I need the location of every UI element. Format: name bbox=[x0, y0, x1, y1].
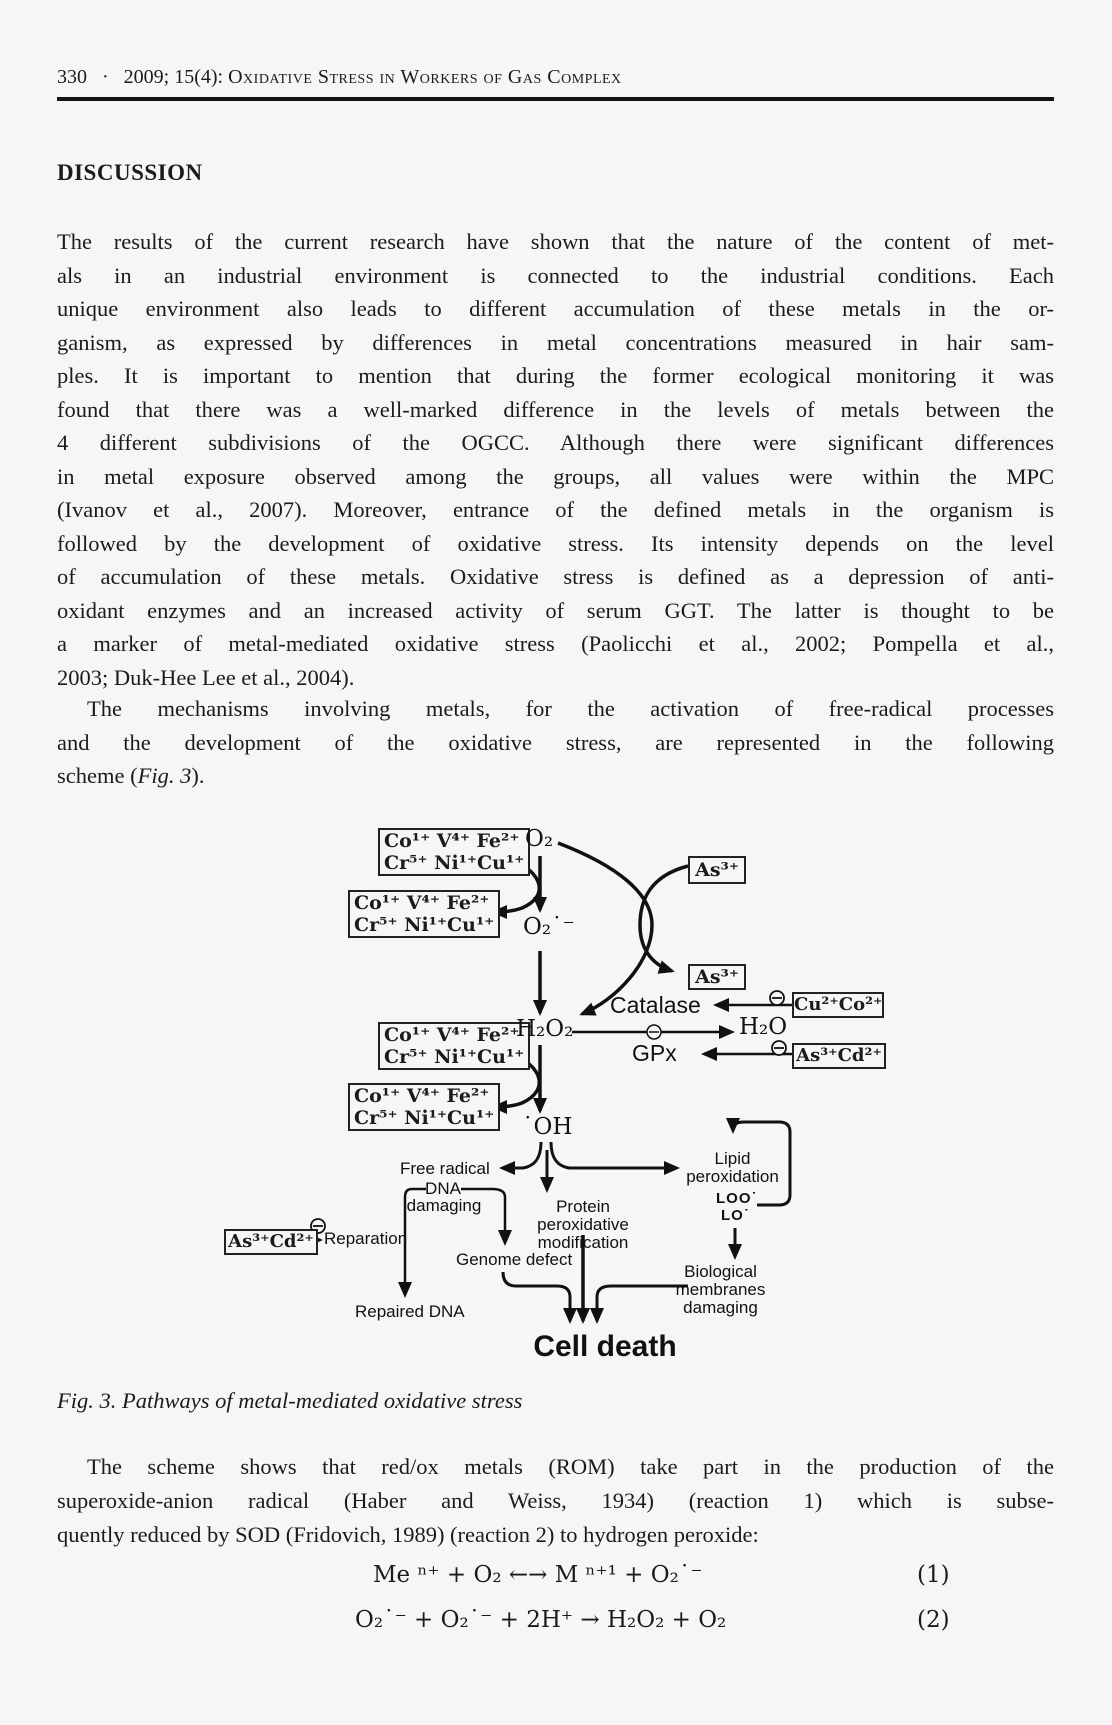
text-line: in metal exposure observed among the groups, all values were within the MPC bbox=[57, 463, 1054, 489]
genome-defect-label: Genome defect bbox=[456, 1250, 573, 1269]
gpx-label: GPx bbox=[632, 1040, 677, 1066]
text-line: 4 different subdivisions of the OGCC. Although there were significant differences bbox=[57, 430, 1054, 455]
equation-number: (1) bbox=[917, 1562, 950, 1588]
catalase-label: Catalase bbox=[610, 992, 701, 1018]
text-line: The results of the current research have shown that the nature of the content of met- bbox=[57, 229, 1054, 254]
text-line: 2003; Duk-Hee Lee et al., 2004). bbox=[57, 664, 355, 690]
text-line: superoxide-anion radical (Haber and Weiss, 1934) (reaction 1) which is subse- bbox=[57, 1488, 1054, 1513]
paragraph-3 bbox=[57, 1450, 1054, 1552]
running-header bbox=[57, 66, 1054, 89]
superoxide-label: O₂˙⁻ bbox=[523, 914, 575, 940]
lo-radical-label: LO˙ bbox=[721, 1207, 750, 1224]
metal-ions-box: Co¹⁺ V⁴⁺ Fe²⁺ Cr⁵⁺ Ni¹⁺Cu¹⁺ bbox=[378, 828, 530, 876]
biological-membranes-label: Biological membranes damaging bbox=[675, 1262, 766, 1317]
metal-ions-box: Co¹⁺ V⁴⁺ Fe²⁺ Cr⁵⁺ Ni¹⁺Cu¹⁺ bbox=[378, 1022, 530, 1070]
arsenic-box: As³⁺ bbox=[688, 856, 746, 884]
header-separator: · bbox=[102, 66, 109, 88]
free-radical-label: Free radical bbox=[400, 1159, 490, 1178]
reparation-label: Reparation bbox=[324, 1229, 408, 1248]
paragraph-2 bbox=[57, 692, 1054, 793]
equation-number: (2) bbox=[917, 1607, 950, 1633]
water-label: H₂O bbox=[739, 1014, 788, 1040]
hydrogen-peroxide-label: H₂O₂ bbox=[516, 1016, 574, 1042]
metal-ions-box: Co¹⁺ V⁴⁺ Fe²⁺ Cr⁵⁺ Ni¹⁺Cu¹⁺ bbox=[348, 1083, 500, 1131]
text-line: of accumulation of these metals. Oxidative stress is defined as a depression of anti- bbox=[57, 564, 1054, 589]
text-line: ples. It is important to mention that during the former ecological monitoring it was bbox=[57, 363, 1054, 388]
text-line: oxidant enzymes and an increased activity of serum GGT. The latter is thought to be bbox=[57, 597, 1054, 623]
section-heading: DISCUSSION bbox=[57, 160, 203, 185]
text-line: and the development of the oxidative stress, are represented in the following bbox=[57, 729, 1054, 755]
as-to-as-curve bbox=[640, 866, 688, 971]
figure-3-diagram bbox=[220, 820, 900, 1380]
header-journal-title: Oxidative Stress in Workers of Gas Complex bbox=[228, 66, 622, 88]
text-line: The scheme shows that red/ox metals (ROM) take part in the production of the bbox=[87, 1454, 1054, 1479]
minus-circle-icon bbox=[772, 1041, 786, 1055]
damaging-label: damaging bbox=[406, 1196, 482, 1215]
cell-death-label: Cell death bbox=[533, 1330, 677, 1363]
figure-reference: Fig. 3 bbox=[137, 763, 192, 788]
arsenic-box: As³⁺ bbox=[688, 964, 746, 990]
oxygen-label: O₂ bbox=[525, 826, 554, 852]
text-line: a marker of metal-mediated oxidative stress (Paolicchi et al., 2002; Pompella et al., bbox=[57, 631, 1054, 656]
text-line: found that there was a well-marked difference in the levels of metals between the bbox=[57, 396, 1054, 422]
minus-circle-icon bbox=[770, 991, 784, 1005]
repaired-dna-label: Repaired DNA bbox=[355, 1302, 465, 1321]
text-line: ganism, as expressed by differences in metal concentrations measured in hair sam- bbox=[57, 329, 1054, 355]
loo-radical-label: LOO˙ bbox=[716, 1190, 758, 1207]
text-line: quently reduced by SOD (Fridovich, 1989) (reaction 2) to hydrogen peroxide: bbox=[57, 1522, 759, 1547]
text-line: (Ivanov et al., 2007). Moreover, entrance of the defined metals in the organism is bbox=[57, 497, 1054, 522]
text-line: unique environment also leads to different accumulation of these metals in the or- bbox=[57, 296, 1054, 321]
arsenic-cadmium-box: As³⁺Cd²⁺ bbox=[224, 1229, 318, 1255]
lipid-peroxidation-label: Lipid peroxidation bbox=[686, 1149, 779, 1186]
text-line: The mechanisms involving metals, for the activation of free-radical processes bbox=[87, 696, 1054, 721]
equation-formula: Me ⁿ⁺ + O₂ ←→ M ⁿ⁺¹ + O₂˙⁻ bbox=[373, 1562, 703, 1588]
figure-caption: Fig. 3. Pathways of metal-mediated oxidative stress bbox=[57, 1388, 523, 1413]
protein-modification-label: Protein peroxidative modification bbox=[537, 1197, 629, 1252]
header-rule bbox=[57, 97, 1054, 101]
equation-2 bbox=[57, 1607, 1054, 1641]
text-line: followed by the development of oxidative stress. Its intensity depends on the level bbox=[57, 530, 1054, 556]
equation-formula: O₂˙⁻ + O₂˙⁻ + 2H⁺ → H₂O₂ + O₂ bbox=[355, 1607, 727, 1633]
dna-label: DNA bbox=[425, 1179, 461, 1198]
minus-circle-icon bbox=[647, 1025, 661, 1039]
header-citation: 2009; 15(4): bbox=[123, 66, 224, 88]
equation-1 bbox=[57, 1562, 1054, 1596]
hydroxyl-radical-label: ˙OH bbox=[522, 1114, 573, 1140]
metal-ions-box: Co¹⁺ V⁴⁺ Fe²⁺ Cr⁵⁺ Ni¹⁺Cu¹⁺ bbox=[348, 890, 500, 938]
figure-arrows bbox=[220, 820, 900, 1380]
text-line: als in an industrial environment is connected to the industrial conditions. Each bbox=[57, 262, 1054, 288]
copper-cobalt-box: Cu²⁺Co²⁺ bbox=[792, 992, 884, 1018]
page-number: 330 bbox=[57, 66, 87, 88]
arsenic-cadmium-box: As³⁺Cd²⁺ bbox=[792, 1043, 886, 1069]
text-line: scheme (Fig. 3). bbox=[57, 763, 205, 788]
paragraph-1 bbox=[57, 225, 1054, 694]
